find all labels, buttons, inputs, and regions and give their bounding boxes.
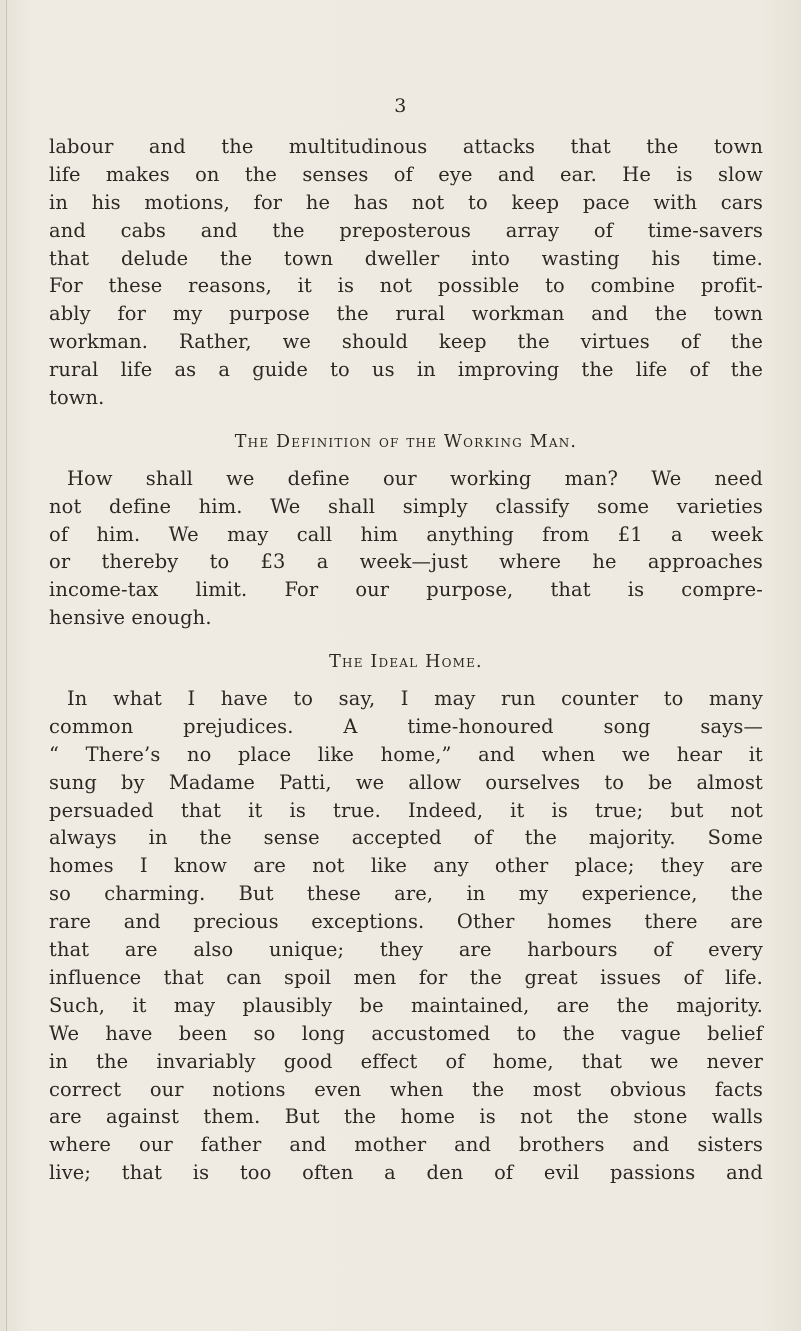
text-line: sung by Madame Patti, we allow ourselves to be almost [49, 770, 763, 794]
text-line: workman. Rather, we should keep the virtues of the [49, 330, 763, 354]
text-line: so charming. But these are, in my experience, the [49, 882, 763, 906]
text-line: that delude the town dweller into wasting his time. [49, 246, 763, 270]
text-line: “ There’s no place like home,” and when we hear it [49, 742, 763, 766]
text-line: For these reasons, it is not possible to combine profit- [49, 274, 763, 298]
paragraph-3 [49, 685, 763, 1187]
text-line: rare and precious exceptions. Other homes there are [49, 910, 763, 934]
text-line: that are also unique; they are harbours of every [49, 938, 763, 962]
page-number: 3 [394, 95, 407, 117]
text-line: where our father and mother and brothers and sisters [49, 1133, 763, 1157]
text-line: hensive enough. [49, 606, 212, 630]
text-line: town. [49, 386, 105, 410]
text-line: are against them. But the home is not the stone walls [49, 1105, 763, 1129]
text-line: common prejudices. A time-honoured song says— [49, 714, 763, 738]
text-line: income-tax limit. For our purpose, that is compre- [49, 578, 763, 602]
section-heading-ideal-home: The Ideal Home. [329, 652, 483, 673]
text-line: live; that is too often a den of evil passions and [49, 1161, 763, 1185]
text-line: and cabs and the preposterous array of time-savers [49, 218, 763, 242]
text-line: We have been so long accustomed to the vague belief [49, 1021, 763, 1045]
text-line: correct our notions even when the most obvious facts [49, 1077, 763, 1101]
page-edge-divider [6, 0, 7, 1331]
section-heading-definition: The Definition of the Working Man. [234, 431, 578, 452]
text-line: always in the sense accepted of the majority. Some [49, 826, 763, 850]
text-line: homes I know are not like any other place; they are [49, 854, 763, 878]
paragraph-1 [49, 133, 763, 412]
text-line: How shall we define our working man? We need [67, 466, 763, 490]
text-line: Such, it may plausibly be maintained, are the majority. [49, 993, 763, 1017]
text-line: or thereby to £3 a week—just where he approaches [49, 550, 763, 574]
text-line: ably for my purpose the rural workman and the town [49, 302, 763, 326]
text-line: In what I have to say, I may run counter to many [67, 687, 763, 711]
text-line: persuaded that it is true. Indeed, it is true; but not [49, 798, 763, 822]
body-text [49, 133, 763, 1187]
text-line: rural life as a guide to us in improving the life of the [49, 358, 763, 382]
text-line: in his motions, for he has not to keep pace with cars [49, 190, 763, 214]
text-line: not define him. We shall simply classify some varieties [49, 494, 763, 518]
text-line: of him. We may call him anything from £1 a week [49, 522, 763, 546]
text-line: in the invariably good effect of home, that we never [49, 1049, 763, 1073]
paragraph-2 [49, 465, 763, 632]
text-line: labour and the multitudinous attacks that the town [49, 135, 763, 158]
text-line: life makes on the senses of eye and ear. He is slow [49, 162, 763, 186]
text-line: influence that can spoil men for the great issues of life. [49, 965, 763, 989]
